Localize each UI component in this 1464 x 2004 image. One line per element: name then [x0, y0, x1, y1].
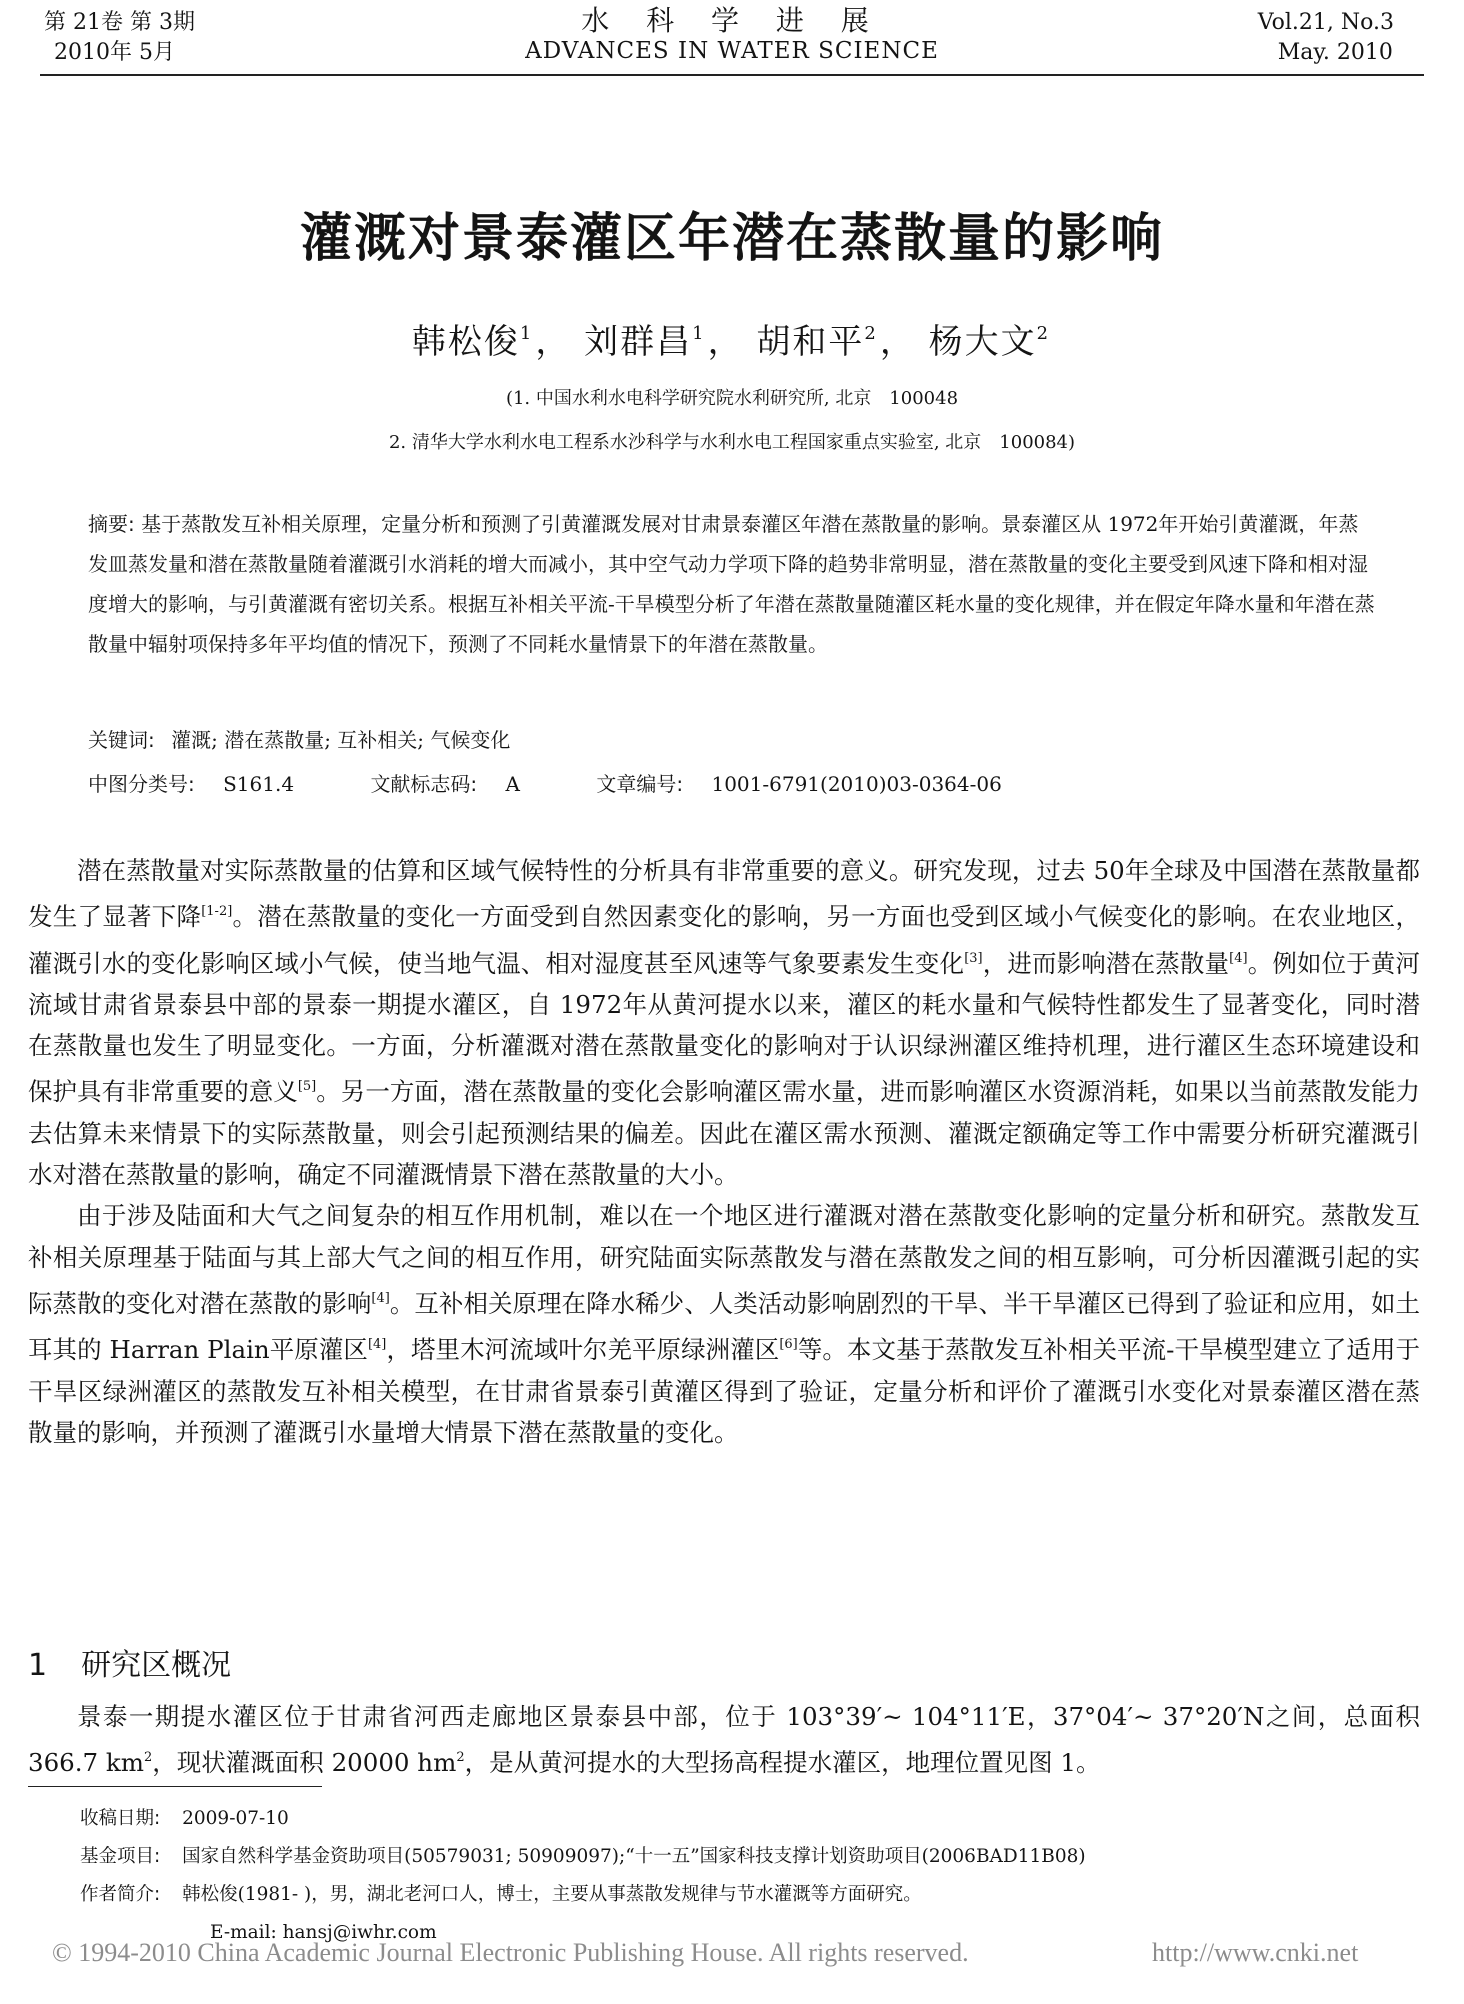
superscript: 2 — [456, 1750, 465, 1766]
fund-value: 国家自然科学基金资助项目(50579031; 50909097);“十一五”国家科技支撑计划资助项目(2006BAD11B08) — [182, 1846, 1086, 1867]
keywords — [88, 724, 510, 753]
section-number: 1 — [28, 1648, 48, 1683]
text-run: 。另一方面，潜在蒸散量的变化会影响灌区需水量，进而影响灌区水资源消耗，如果以当前蒸散发能力去估算未来情景下的实际蒸散量，则会引起预测结果的偏差。因此在灌区需水预测、灌溉定额确定等工作中需要分析研究灌溉引水对潜在蒸散量的影响，确定不同灌溉情景下潜在蒸散量的大小。 — [28, 1077, 1420, 1190]
cnki-url: http://www.cnki.net — [1152, 1938, 1359, 1967]
footnote-fund — [80, 1842, 1420, 1868]
text-run: 等。本文基于蒸散发互补相关平流-干旱模型建立了适用于干旱区绿洲灌区的蒸散发互补相关模型，在甘肃省景泰引黄灌区得到了验证，定量分析和评价了灌溉引水变化对景泰灌区潜在蒸散量的影响，并预测了灌溉引水量增大情景下潜在蒸散量的变化。 — [28, 1335, 1420, 1447]
keywords-label: 关键词: — [88, 728, 155, 752]
paragraph — [28, 1195, 1420, 1453]
text-run: 。例如位于黄河流域甘肃省景泰县中部的景泰一期提水灌区，自 1972年从黄河提水以来，灌区的耗水量和气候特性都发生了显著变化，同时潜在蒸散量也发生了明显变化。一方面，分析灌溉对潜在蒸散量变化的影响对于认识绿洲灌区维持机理，进行灌区生态环境建设和保护具有非常重要的意义 — [28, 948, 1421, 1107]
received-value: 2009-07-10 — [182, 1808, 289, 1829]
superscript: 2 — [144, 1750, 153, 1766]
author-bio-label: 作者简介: — [80, 1884, 161, 1905]
received-label: 收稿日期: — [80, 1808, 161, 1829]
journal-name-cn: 水 科 学 进 展 — [581, 4, 883, 37]
section-title: 研究区概况 — [81, 1648, 232, 1683]
author-name: 刘群昌 — [584, 322, 693, 362]
citation: [4] — [371, 1290, 390, 1306]
article-no-value: 1001-6791(2010)03-0364-06 — [711, 772, 1002, 796]
paragraph — [28, 850, 1420, 1195]
footnote-email: E-mail: hansj@iwhr.com — [210, 1922, 437, 1943]
text-run: 。潜在蒸散量的变化一方面受到自然因素变化的影响，另一方面也受到区域小气候变化的影响。在农业地区，灌溉引水的变化影响区域小气候，使当地气温、相对湿度甚至风速等气象要素发生变化 — [28, 902, 1421, 978]
keywords-text: 灌溉; 潜在蒸散量; 互补相关; 气候变化 — [171, 728, 511, 752]
section-heading — [28, 1640, 231, 1684]
copyright-text: © 1994-2010 China Academic Journal Electronic Publishing House. All rights reserved. — [52, 1938, 969, 1967]
paper-title: 灌溉对景泰灌区年潜在蒸散量的影响 — [299, 209, 1164, 269]
header-rule — [40, 74, 1424, 76]
body-intro — [28, 850, 1420, 1453]
author-affil-mark: 2 — [864, 323, 878, 344]
citation: [6] — [779, 1337, 798, 1353]
text-run: ，现状灌溉面积 20000 hm — [152, 1748, 457, 1778]
date-en-text: May. 2010 — [1277, 40, 1393, 65]
footnote-author — [80, 1880, 1420, 1906]
text-run: 景泰一期提水灌区位于甘肃省河西走廊地区景泰县中部，位于 103°39′~ 104°11′E，37°04′~ 37°20′N之间，总面积 366.7 km — [28, 1702, 1420, 1778]
text-run: 由于涉及陆面和大气之间复杂的相互作用机制，难以在一个地区进行灌溉对潜在蒸散变化影响的定量分析和研究。蒸散发互补相关原理基于陆面与其上部大气之间的相互作用，研究陆面实际蒸散发与潜在蒸散发之间的相互影响，可分析因灌溉引起的实际蒸散的变化对潜在蒸散的影响 — [28, 1201, 1420, 1318]
fund-label: 基金项目: — [80, 1846, 161, 1867]
author-list: 韩松俊$^1$， 刘群昌$^1$， 胡和平$^2$， 杨大文$^2$ — [411, 322, 1051, 362]
citation: [3] — [964, 950, 983, 966]
citation: [4] — [367, 1337, 387, 1353]
author-bio-value: 韩松俊(1981- )，男，湖北老河口人，博士，主要从事蒸散发规律与节水灌溉等方面研究。 — [182, 1884, 922, 1905]
journal-name-en: ADVANCES IN WATER SCIENCE — [525, 38, 939, 64]
text-run: ，是从黄河提水的大型扬高程提水灌区，地理位置见图 1。 — [464, 1748, 1101, 1778]
affiliation-2: 2. 清华大学水利水电工程系水沙科学与水利水电工程国家重点实验室, 北京 100084) — [388, 432, 1076, 453]
text-run: ，进而影响潜在蒸散量 — [982, 948, 1230, 978]
author-affil-mark: 2 — [1036, 323, 1051, 344]
footnote-rule — [28, 1786, 322, 1787]
section-1-body — [28, 1696, 1420, 1784]
journal-name — [0, 6, 1464, 66]
volume-en-text: Vol.21, No.3 — [1257, 10, 1394, 35]
author-affil-mark: 1 — [519, 323, 534, 344]
author-name: 韩松俊 — [411, 322, 520, 362]
footnote-received — [80, 1804, 1420, 1830]
abstract — [88, 504, 1378, 664]
clc-label: 中图分类号: — [88, 772, 195, 796]
journal-volume-en — [1258, 8, 1394, 68]
publisher-watermark — [52, 1938, 1359, 1968]
article-no-label: 文章编号: — [596, 772, 684, 796]
text-run: 。互补相关原理在降水稀少、人类活动影响剧烈的干旱、半干旱灌区已得到了验证和应用，如土耳其的 Harran Plain平原灌区 — [28, 1288, 1421, 1365]
abstract-label: 摘要: — [88, 512, 135, 536]
author-affil-mark: 1 — [692, 323, 706, 344]
doc-code-label: 文献标志码: — [370, 772, 478, 796]
citation: [1-2] — [201, 904, 233, 920]
classification-line — [88, 768, 1388, 797]
doc-code-value: A — [505, 772, 520, 796]
clc-value: S161.4 — [223, 772, 295, 796]
text-run: 潜在蒸散量对实际蒸散量的估算和区域气候特性的分析具有非常重要的意义。研究发现，过去 50年全球及中国潜在蒸散量都发生了显著下降 — [28, 856, 1420, 932]
volume-issue-text: 第 21卷 第 3期 — [44, 10, 195, 35]
author-name: 杨大文 — [928, 322, 1037, 362]
citation: [4] — [1229, 950, 1248, 966]
affiliation-1: (1. 中国水利水电科学研究院水利研究所, 北京 100048 — [505, 388, 959, 409]
author-name: 胡和平 — [756, 322, 865, 362]
abstract-text: 基于蒸散发互补相关原理，定量分析和预测了引黄灌溉发展对甘肃景泰灌区年潜在蒸散量的影响。景泰灌区从 1972年开始引黄灌溉，年蒸发皿蒸发量和潜在蒸散量随着灌溉引水消耗的增大而减小，其中空气动力学项下降的趋势非常明显，潜在蒸散量的变化主要受到风速下降和相对湿度增大的影响，与引黄灌溉有密切关系。根据互补相关平流-干旱模型分析了年潜在蒸散量随灌区耗水量的变化规律，并在假定年降水量和年潜在蒸散量中辐射项保持多年平均值的情况下，预测了不同耗水量情景下的年潜在蒸散量。 — [88, 512, 1375, 656]
paragraph — [28, 1696, 1420, 1784]
issue-date-text: 2010年 5月 — [54, 40, 175, 65]
citation: [5] — [297, 1079, 317, 1095]
text-run: ，塔里木河流域叶尔羌平原绿洲灌区 — [386, 1335, 780, 1365]
